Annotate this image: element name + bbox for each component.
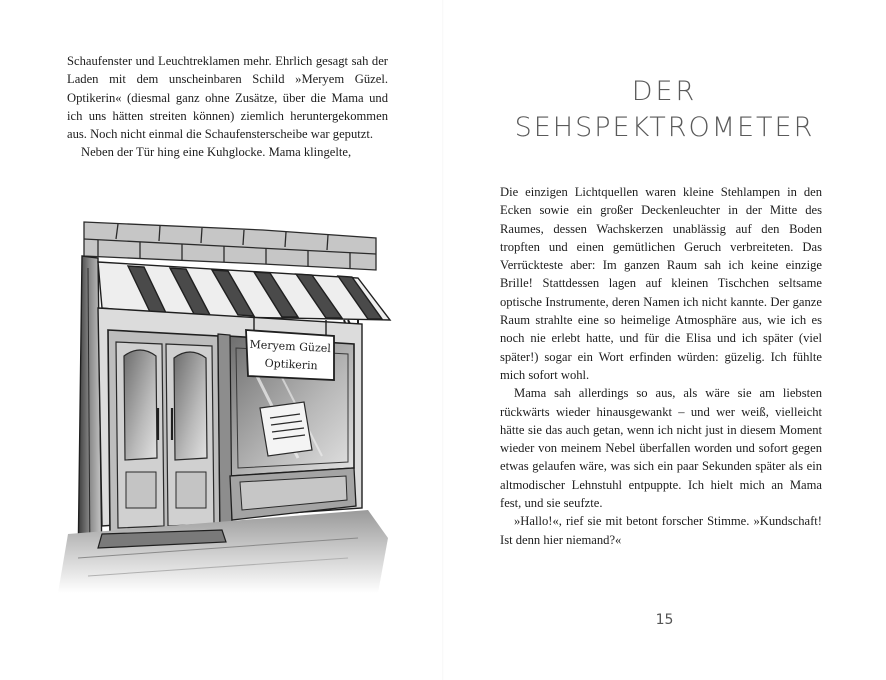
menu-easel	[260, 402, 312, 456]
left-paragraph-2: Neben der Tür hing eine Kuhglocke. Mama klingelte,	[81, 145, 352, 160]
chapter-title-line-1: DER	[631, 76, 698, 107]
left-page-text	[67, 52, 388, 162]
left-paragraph-1: Schaufenster und Leuchtreklamen mehr. Ehrlich gesagt sah der Laden mit dem unscheinbaren Schild »Meryem Güzel. Optikerin« (diesmal ganz ohne Zusätze, über die Mama und ich uns hätten streiten können) ziemlich heruntergekommen aus. Noch nicht einmal die Schaufensterscheibe war geputzt.	[67, 54, 388, 142]
brick-wall	[84, 222, 376, 270]
right-paragraph-3: »Hallo!«, rief sie mit betont forscher Stimme. »Kundschaft! Ist denn hier niemand?«	[500, 514, 822, 547]
right-page-text	[500, 183, 822, 549]
right-pillar	[218, 334, 232, 529]
shop-front-illustration	[58, 208, 398, 593]
right-paragraph-2: Mama sah allerdings so aus, als wäre sie am liebsten rückwärts wieder hinausgewankt – und wer weiß, vielleicht hätte sie das auch getan, wenn ich nicht just in diesem Moment wieder von meinem Nebel überfallen worden und sofort gegen etwas gelaufen wäre, was sich ein paar Sekunden später als ein altmodischer Lehnstuhl entpuppte. Ich hielt mich an Mama fest, und sie seufzte.	[500, 386, 822, 511]
shop-sign-line-2: Optikerin	[264, 356, 319, 373]
chapter-title-line-2: SEHSPEKTROMETER	[514, 112, 815, 143]
page-number: 15	[655, 612, 674, 628]
shop-sign-line-1: Meryem Güzel	[249, 337, 332, 356]
right-paragraph-1: Die einzigen Lichtquellen waren kleine Stehlampen in den Ecken sowie ein großer Deckenleuchter in der Mitte des Raumes, dessen Wachskerzen unablässig auf den Boden tropften und einen gemütlichen Geruch verbreiteten. Das Verrückteste aber: Im ganzen Raum sah ich keine einzige Brille! Stattdessen lagen auf kleinen Tischchen seltsame optische Instrumente, deren Namen ich nicht kannte. Der ganze Raum strahlte eine so heimelige Atmosphäre aus, wie ich es noch nie erlebt hatte, und für die Elisa und ich später (viel später!) sogar ein Wort erfinden würden: güzelig. Ich fühlte mich sofort wohl.	[500, 185, 822, 382]
right-page	[443, 0, 886, 680]
